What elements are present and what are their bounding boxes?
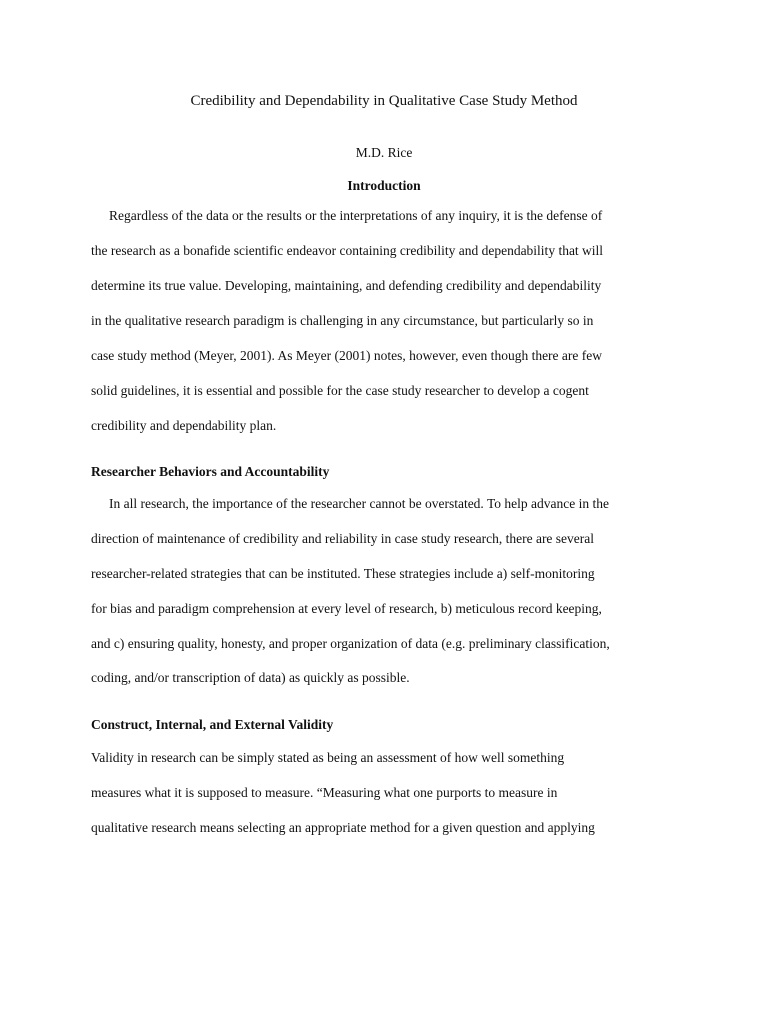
paragraph-line: In all research, the importance of the researcher cannot be overstated. To help advance in the [109, 496, 609, 511]
paragraph-line: in the qualitative research paradigm is challenging in any circumstance, but particularly so in [91, 313, 594, 328]
paragraph-line: Regardless of the data or the results or the interpretations of any inquiry, it is the defense of [109, 208, 603, 223]
paragraph-line: measures what it is supposed to measure. “Measuring what one purports to measure in [91, 785, 558, 800]
paragraph-line: determine its true value. Developing, maintaining, and defending credibility and dependability [91, 278, 602, 293]
paragraph-line: direction of maintenance of credibility and reliability in case study research, there are several [91, 531, 595, 546]
paragraph-line: coding, and/or transcription of data) as quickly as possible. [91, 670, 410, 685]
paragraph-line: qualitative research means selecting an appropriate method for a given question and applying [91, 820, 595, 835]
section-heading-researcher-behaviors: Researcher Behaviors and Accountability [91, 464, 330, 479]
paragraph-line: solid guidelines, it is essential and possible for the case study researcher to develop a cogent [91, 383, 589, 398]
paragraph-line: and c) ensuring quality, honesty, and proper organization of data (e.g. preliminary classification, [91, 636, 610, 651]
paragraph-line: credibility and dependability plan. [91, 418, 277, 433]
paragraph-line: Validity in research can be simply stated as being an assessment of how well something [91, 750, 565, 765]
paragraph-line: the research as a bonafide scientific endeavor containing credibility and dependability that will [91, 243, 604, 258]
paragraph-line: for bias and paradigm comprehension at every level of research, b) meticulous record keeping, [91, 601, 602, 616]
document-title: Credibility and Dependability in Qualitative Case Study Method [190, 93, 578, 109]
section-heading-introduction: Introduction [347, 178, 421, 193]
paragraph-line: researcher-related strategies that can be instituted. These strategies include a) self-monitoring [91, 566, 595, 581]
document-author: M.D. Rice [355, 145, 413, 160]
section-heading-validity: Construct, Internal, and External Validity [91, 717, 334, 732]
paragraph-line: case study method (Meyer, 2001). As Meyer (2001) notes, however, even though there are few [91, 348, 603, 363]
